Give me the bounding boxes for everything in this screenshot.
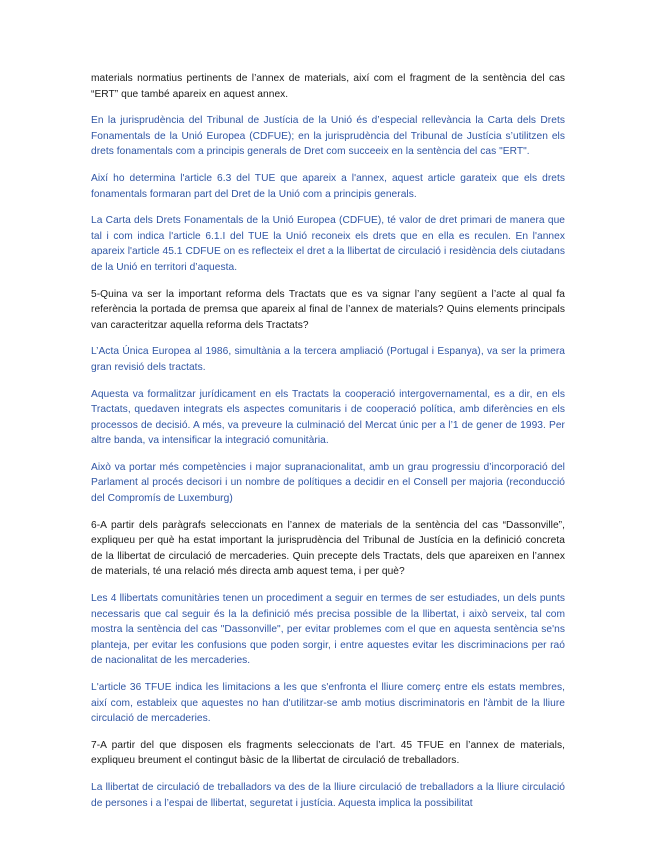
question-5: 5-Quina va ser la important reforma dels Tractats que es va signar l’any següent a l’acte al qual fa referència la portada de premsa que apareix al final de l’annex de materials? Quins elements principals van caracteritzar aquella reforma dels Tractats? <box>91 288 565 331</box>
answer-text: L'article 36 TFUE indica les limitacions a les que s'enfronta el lliure comerç entre els estats membres, així com, estableix que aquestes no han d'utilitzar-se amb motius discriminatoris en l'àmbit de la lliure circulació de mercaderies. <box>91 682 565 725</box>
question-text: materials normatius pertinents de l’annex de materials, així com el fragment de la sentència del cas “ERT” que també apareix en aquest annex. <box>91 73 565 100</box>
document-body <box>91 71 565 822</box>
answer-text: L’Acta Única Europea al 1986, simultània a la tercera ampliació (Portugal i Espanya), va ser la primera gran revisió dels tractats. <box>91 346 565 373</box>
answer-text: Així ho determina l'article 6.3 del TUE que apareix a l'annex, aquest article garateix que els drets fonamentals formaran part del Dret de la Unió com a principis generals. <box>91 172 565 200</box>
answer-text: Aquesta va formalitzar jurídicament en els Tractats la cooperació intergovernamental, es a dir, en els Tractats, quedaven integrats els aspectes comunitaris i de cooperació política, amb diferències en els processos de decisió. A més, va preveure la culminació del Mercat únic per a l’1 de gener de 1993. Per altre banda, va intensificar la integració comunitària. <box>91 388 565 447</box>
answer-text: La Carta dels Drets Fonamentals de la Unió Europea (CDFUE), té valor de dret primari de manera que tal i com indica l'article 6.1.I del TUE la Unió reconeix els drets que en ella es reculen. En l'annex apareix l'article 45.1 CDFUE on es reflecteix el dret a la llibertat de circulació i residència dels ciutadans de la Unió en territori d’aquesta. <box>91 215 565 273</box>
answer-text: Això va portar més competències i major supranacionalitat, amb un grau progressiu d’incorporació del Parlament al procés decisori i un nombre de polítiques a decidir en el Consell per majoria (reconducció del Compromís de Luxemburg) <box>91 461 565 505</box>
question-6: 6-A partir dels paràgrafs seleccionats en l’annex de materials de la sentència del cas “Dassonville”, expliqueu per què ha estat important la jurisprudència del Tribunal de Justícia en la definició concreta de la llibertat de circulació de mercaderies. Quin precepte dels Tractats, dels que apareixen en l’annex de materials, té una relació més directa amb aquest tema, i per què? <box>91 519 565 578</box>
answer-text: En la jurisprudència del Tribunal de Justícia de la Unió és d’especial rellevància la Carta dels Drets Fonamentals de la Unió Europea (CDFUE); en la jurisprudència del Tribunal de Justícia s’utilitzen els drets fonamentals com a principis generals de Dret com succeeix en la sentència del cas "ERT". <box>91 115 565 158</box>
question-7: 7-A partir del que disposen els fragments seleccionats de l’art. 45 TFUE en l’annex de materials, expliqueu breument el contingut bàsic de la llibertat de circulació de treballadors. <box>91 739 565 767</box>
answer-text: La llibertat de circulació de treballadors va des de la lliure circulació de treballadors a la lliure circulació de persones i a l’espai de llibertat, seguretat i justícia. Aquesta implica la possibilitat <box>91 781 565 809</box>
answer-text: Les 4 llibertats comunitàries tenen un procediment a seguir en termes de ser estudiades, un dels punts necessaris que cal seguir és la la definició més precisa possible de la llibertat, i això serveix, tal com mostra la sentència del cas "Dassonville", per evitar problemes com el que en aquesta sentència se'ns planteja, per evitar les confusions que poden sorgir, i entre aquestes evitar les discriminacions per raó de nacionalitat de les mercaderies. <box>91 593 565 667</box>
